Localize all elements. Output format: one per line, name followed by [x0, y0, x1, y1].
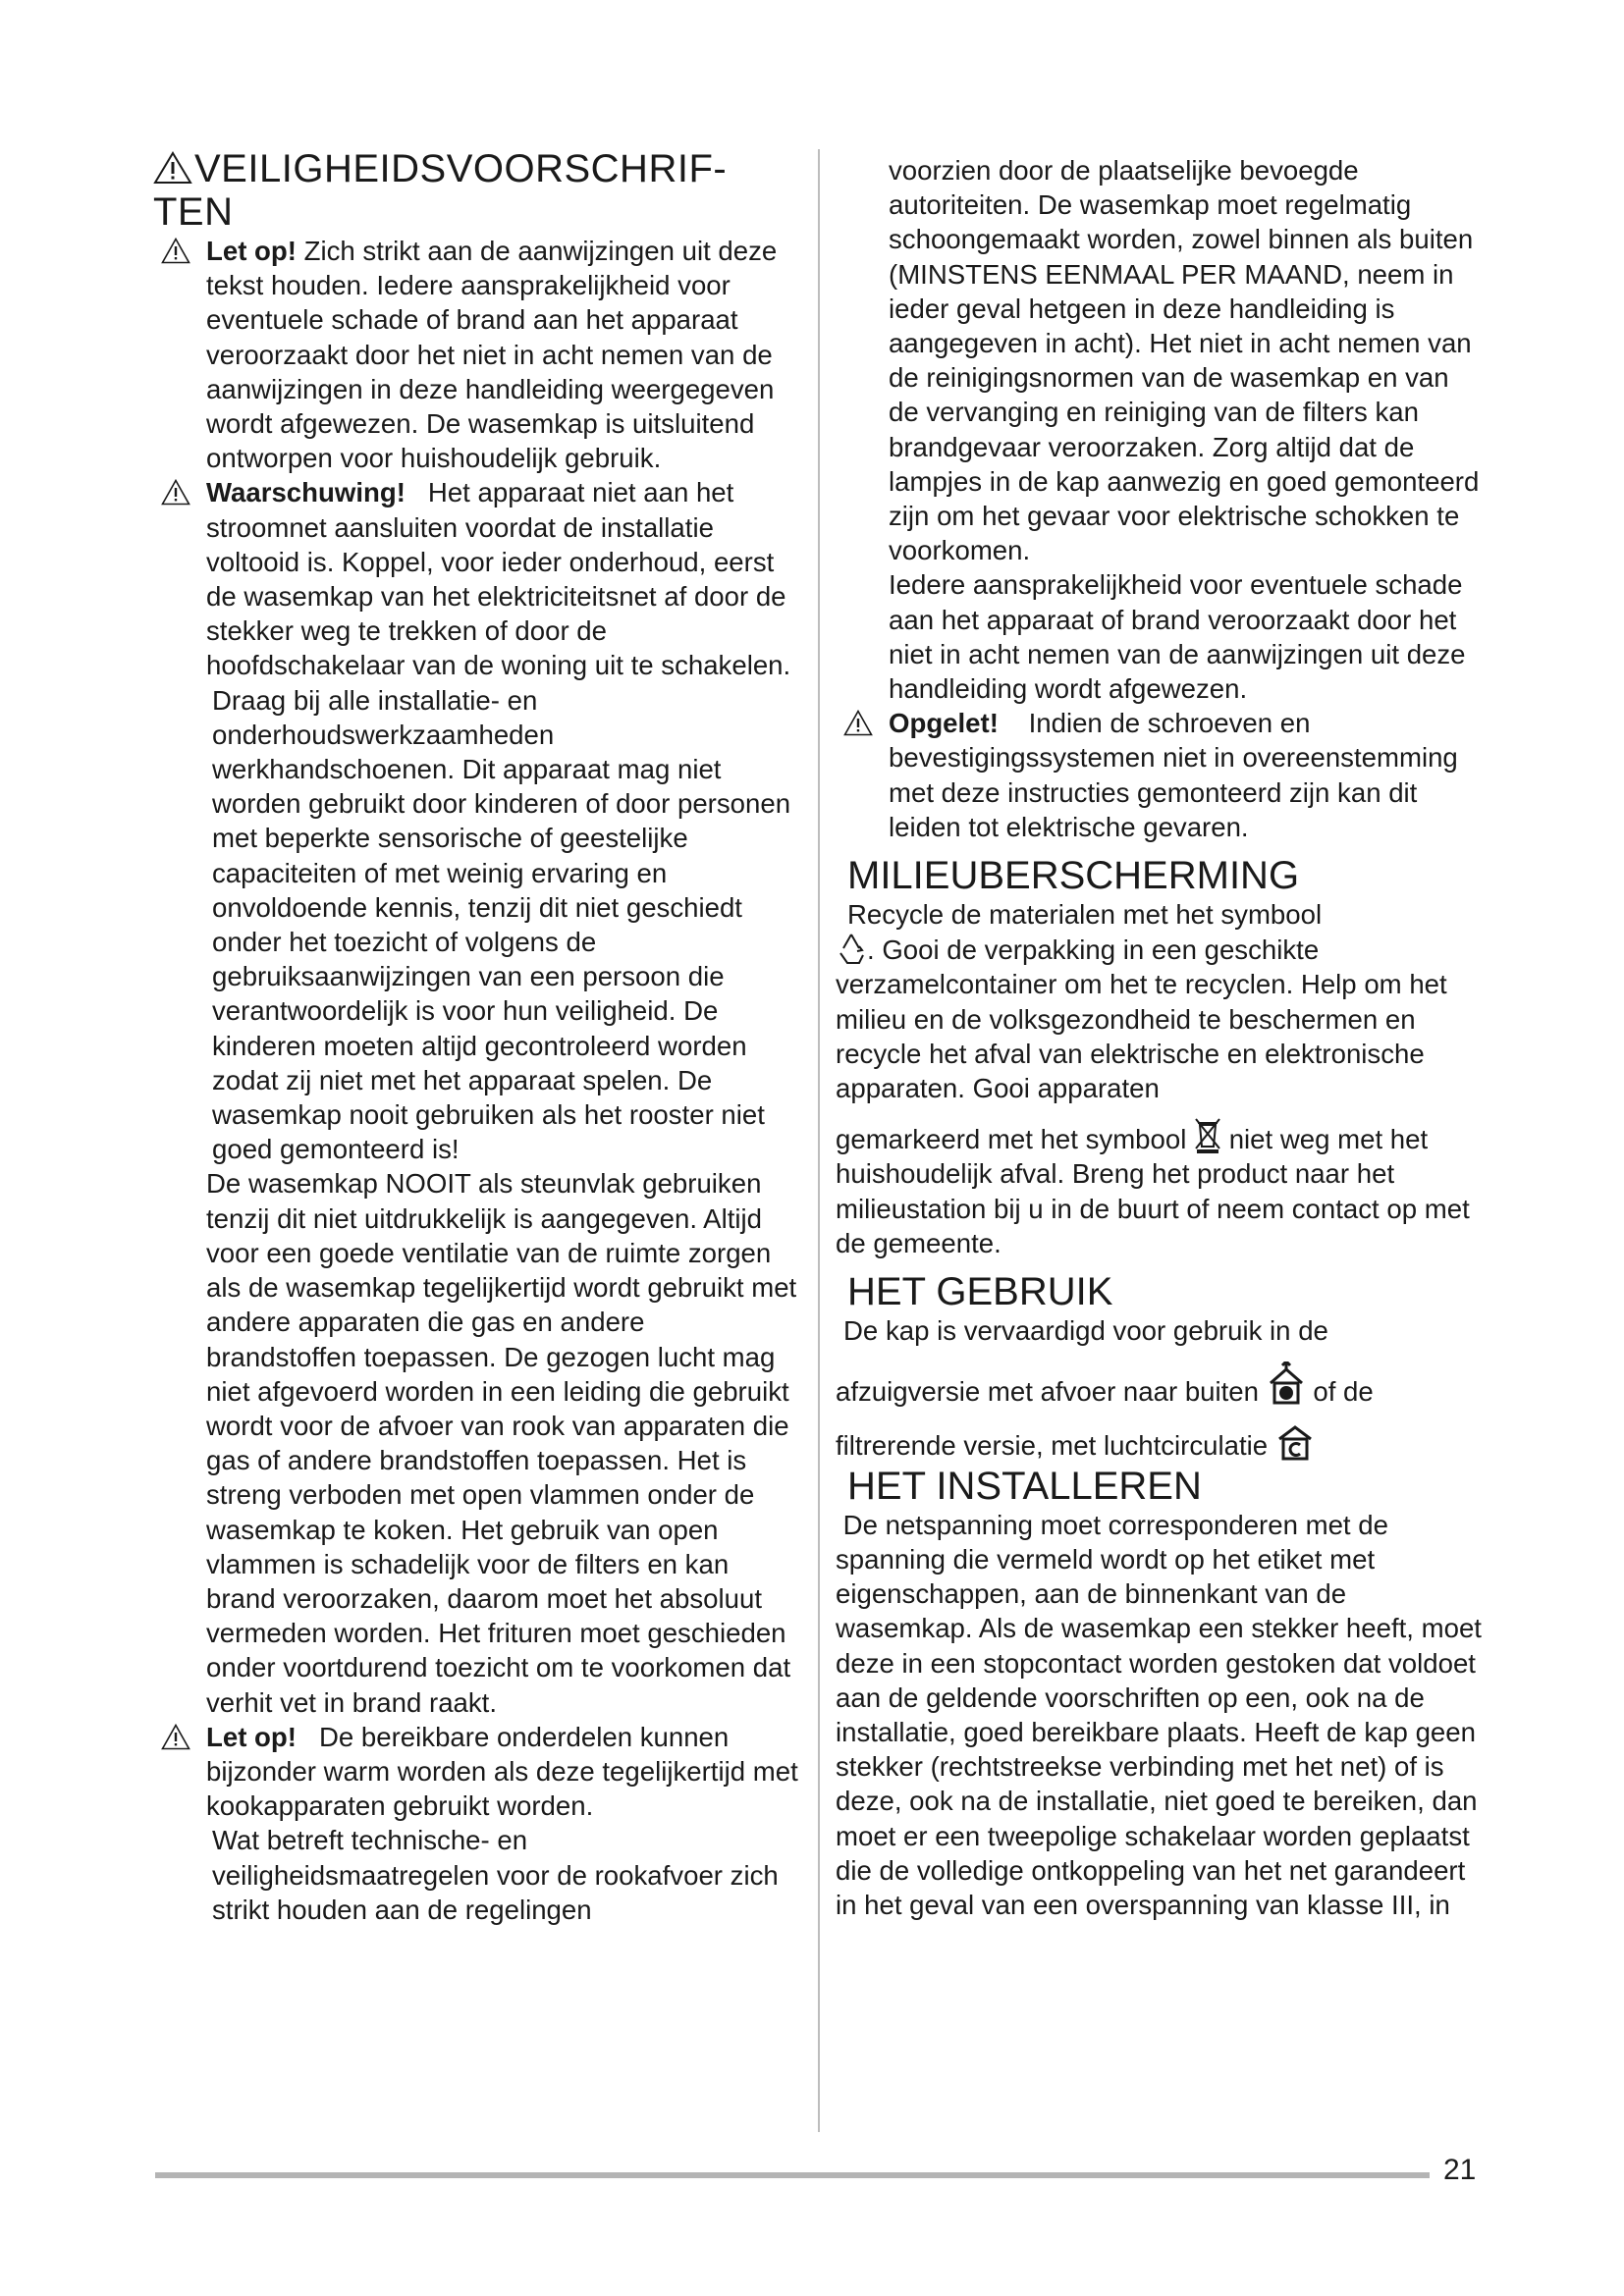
right-column	[836, 153, 1484, 1922]
paragraph: voorzien door de plaatselijke bevoegde autoriteiten. De wasemkap moet regelmatig schoongemaakt worden, zowel binnen als buiten (MINSTENS EENMAAL PER MAAND, neem in ieder geval hetgeen in deze handleiding is aangegeven in acht). Het niet in acht nemen van de reinigingsnormen van de wasemkap en van de vervanging en reiniging van de filters kan brandgevaar veroorzaken. Zorg altijd dat de lampjes in de kap aanwezig en goed gemonteerd zijn om het gevaar voor elektrische schokken te voorkomen.	[889, 155, 1480, 566]
footer-rule	[155, 2172, 1430, 2178]
crossed-bin-icon	[1194, 1117, 1221, 1154]
usage-title: HET GEBRUIK	[847, 1270, 1113, 1314]
paragraph: De wasemkap NOOIT als steunvlak gebruiken tenzij dit niet uitdrukkelijk is aangegeven. Altijd voor een goede ventilatie van de ruimte zorgen als de wasemkap tegelijkertijd wordt gebruikt met andere apparaten die gas en andere brandstoffen toepassen. De gezogen lucht mag niet afgevoerd worden in een leiding die gebruikt wordt voor de afvoer van rook van apparaten die gas of andere brandstoffen toepassen. Het is streng verboden met open vlammen onder de wasemkap te koken. Het gebruik van open vlammen is schadelijk voor de filters en kan brand veroorzaken, daarom moet het absoluut vermeden worden. Het frituren moet geschieden onder voortdurend toezicht om te voorkomen dat verhit vet in brand raakt.	[206, 1168, 797, 1718]
paragraph: Iedere aansprakelijkheid voor eventuele schade aan het apparaat of brand veroorzaakt door het niet in acht nemen van de aanwijzingen uit deze handleiding wordt afgewezen.	[889, 569, 1466, 705]
warning-label: Opgelet!	[889, 708, 999, 739]
warning-text: Indien de schroeven en bevestigingssystemen niet in overeenstemming met deze instructies gemonteerd zijn kan dit leiden tot elektrische gevaren.	[889, 708, 1458, 842]
paragraph: filtrerende versie, met luchtcirculatie	[836, 1423, 1484, 1463]
paragraph: De netspanning moet corresponderen met de spanning die vermeld wordt op het etiket met eigenschappen, aan de binnenkant van de wasemkap. Als de wasemkap een stekker heeft, moet deze in een stopcontact worden gestoken dat voldoet aan de geldende voorschriften op een, ook na de installatie, goed bereikbare plaats. Heeft de kap geen stekker (rechtstreekse verbinding met het net) of is deze, ook na de installatie, niet goed te bereiken, dan moet er een tweepolige schakelaar worden geplaatst die de volledige ontkoppeling van het net garandeert in het geval van een overspanning van klasse III, in	[836, 1509, 1482, 1920]
warning-icon	[153, 151, 192, 185]
paragraph: De kap is vervaardigd voor gebruik in de	[843, 1315, 1328, 1347]
warning-block-let-op	[153, 234, 801, 475]
installation-title: HET INSTALLEREN	[847, 1464, 1202, 1508]
recirculation-mode-icon	[1275, 1423, 1315, 1461]
warning-label: Let op!	[206, 236, 297, 266]
warning-icon	[161, 1724, 190, 1750]
environment-title: MILIEUBERSCHERMING	[847, 854, 1300, 898]
warning-icon	[843, 710, 873, 736]
continued-text	[836, 153, 1484, 706]
warning-icon	[161, 238, 190, 264]
warning-label: Waarschuwing!	[206, 477, 406, 508]
warning-block-let-op-2	[153, 1720, 801, 1927]
paragraph: Wat betreft technische- en veiligheidsmaatregelen voor de rookafvoer zich strikt houden aan de regelingen	[212, 1825, 779, 1925]
column-divider	[818, 149, 820, 2132]
warning-text: De bereikbare onderdelen kunnen bijzonder warm worden als deze tegelijkertijd met kookapparaten gebruikt worden.	[206, 1721, 798, 1822]
paragraph: afzuigversie met afvoer naar buiten of de	[836, 1362, 1484, 1409]
paragraph: Draag bij alle installatie- en onderhoudswerkzaamheden werkhandschoenen. Dit apparaat mag niet worden gebruikt door kinderen of door personen met beperkte sensorische of geestelijke capaciteiten of met weinig ervaring en onvoldoende kennis, tenzij dit niet geschiedt onder het toezicht of volgens de gebruiksaanwijzingen van een persoon die verantwoordelijk is voor hun veiligheid. De kinderen moeten altijd gecontroleerd worden zodat zij niet met het apparaat spelen. De wasemkap nooit gebruiken als het rooster niet goed gemonteerd is!	[212, 684, 791, 1165]
exhaust-mode-icon	[1267, 1362, 1306, 1407]
warning-block-opgelet	[836, 706, 1484, 844]
safety-title: VEILIGHEIDSVOORSCHRIF- TEN	[153, 147, 728, 234]
paragraph: . Gooi de verpakking in een geschikte verzamelcontainer om het te recyclen. Help om het milieu en de volksgezondheid te beschermen en recycle het afval van elektrische en elektronische apparaten. Gooi apparaten	[836, 932, 1484, 1105]
warning-text: Het apparaat niet aan het stroomnet aansluiten voordat de installatie voltooid is. Koppel, voor ieder onderhoud, eerst de wasemkap van het elektriciteitsnet af door de stekker weg te trekken of door de hoofdschakelaar van de woning uit te schakelen.	[206, 477, 791, 681]
warning-block-waarschuwing	[153, 475, 801, 1719]
left-column	[153, 147, 801, 1927]
warning-icon	[161, 479, 190, 506]
warning-label: Let op!	[206, 1721, 297, 1752]
paragraph: gemarkeerd met het symbool niet weg met het huishoudelijk afval. Breng het product naar het milieustation bij u in de buurt of neem contact op met de gemeente.	[836, 1117, 1484, 1260]
warning-text: Zich strikt aan de aanwijzingen uit deze tekst houden. Iedere aansprakelijkheid voor eventuele schade of brand aan het apparaat veroorzaakt door het niet in acht nemen van de aanwijzingen in deze handleiding weergegeven wordt afgewezen. De wasemkap is uitsluitend ontworpen voor huishoudelijk gebruik.	[206, 236, 778, 474]
paragraph: Recycle de materialen met het symbool	[847, 899, 1323, 931]
recycle-icon	[836, 932, 867, 965]
page-number: 21	[1443, 2154, 1477, 2186]
